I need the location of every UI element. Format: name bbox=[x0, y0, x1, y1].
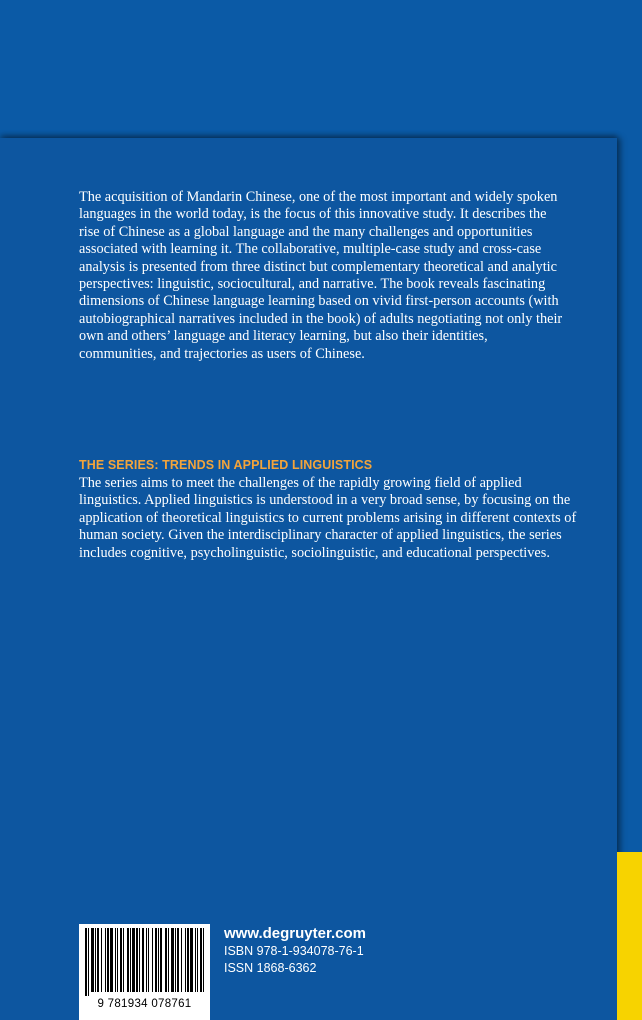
barcode-bar bbox=[195, 928, 196, 992]
barcode-bar bbox=[197, 928, 198, 992]
issn-text: ISSN 1868-6362 bbox=[224, 961, 317, 975]
barcode-bar bbox=[130, 928, 131, 992]
barcode-bar bbox=[123, 928, 124, 992]
barcode-bar bbox=[177, 928, 179, 992]
barcode-bar bbox=[88, 928, 89, 996]
isbn-text: ISBN 978-1-934078-76-1 bbox=[224, 944, 364, 958]
barcode-bar bbox=[120, 928, 122, 992]
barcode-bar bbox=[190, 928, 193, 992]
barcode-bar bbox=[146, 928, 147, 992]
barcode-bar bbox=[136, 928, 138, 992]
barcode-bar bbox=[152, 928, 153, 992]
barcode-bar bbox=[110, 928, 113, 992]
barcode-bar bbox=[203, 928, 204, 992]
series-heading: THE SERIES: TRENDS IN APPLIED LINGUISTICS bbox=[79, 458, 373, 472]
barcode-bar bbox=[200, 928, 202, 992]
barcode-bar bbox=[91, 928, 94, 992]
barcode-bar bbox=[117, 928, 118, 992]
barcode-bar bbox=[165, 928, 167, 992]
yellow-spine-tab bbox=[617, 852, 642, 1020]
barcode-bar bbox=[181, 928, 182, 992]
barcode-bar bbox=[127, 928, 129, 992]
publisher-website: www.degruyter.com bbox=[224, 925, 366, 942]
barcode-bar bbox=[168, 928, 169, 992]
barcode-bar bbox=[142, 928, 144, 992]
barcode-bar bbox=[155, 928, 157, 992]
barcode-bar bbox=[132, 928, 135, 992]
barcode-bar bbox=[148, 928, 149, 992]
barcode-bar bbox=[85, 928, 87, 996]
barcode-bar bbox=[185, 928, 186, 992]
series-description: The series aims to meet the challenges of the rapidly growing field of applied linguistics. Applied linguistics is understood in a very broad sense, by focusing on the application of theoretical linguistics to current problems arising in different contexts of human society. Given the interdisciplinary character of applied linguistics, the series includes cognitive, psycholinguistic, sociolinguistic, and educational perspectives. bbox=[79, 475, 577, 561]
barcode-bar bbox=[105, 928, 106, 992]
barcode-bar bbox=[175, 928, 176, 992]
barcode-bar bbox=[101, 928, 102, 992]
barcode-bar bbox=[97, 928, 99, 992]
barcode-bar bbox=[158, 928, 159, 992]
isbn-barcode bbox=[79, 924, 210, 1020]
barcode-bar bbox=[139, 928, 140, 992]
barcode-bar bbox=[115, 928, 116, 992]
barcode-digits: 9 781934 078761 bbox=[97, 998, 192, 1010]
book-description: The acquisition of Mandarin Chinese, one of the most important and widely spoken languages in the world today, is the focus of this innovative study. It describes the rise of Chinese as a global language and the many challenges and opportunities associated with learning it. The collaborative, multiple-case study and cross-case analysis is presented from three distinct but complementary theoretical and analytic perspectives: linguistic, sociocultural, and narrative. The book reveals fascinating dimensions of Chinese language learning based on vivid first-person accounts (with autobiographical narratives included in the book) of adults negotiating not only their own and others’ language and literacy learning, but also their identities, communities, and trajectories as users of Chinese. bbox=[79, 189, 563, 362]
barcode-bar bbox=[160, 928, 162, 992]
barcode-bar bbox=[171, 928, 174, 992]
barcode-bars bbox=[83, 928, 206, 996]
barcode-bar bbox=[187, 928, 189, 992]
barcode-bar bbox=[95, 928, 96, 992]
publisher-info bbox=[224, 924, 366, 977]
top-band bbox=[0, 0, 642, 138]
barcode-bar bbox=[107, 928, 109, 992]
